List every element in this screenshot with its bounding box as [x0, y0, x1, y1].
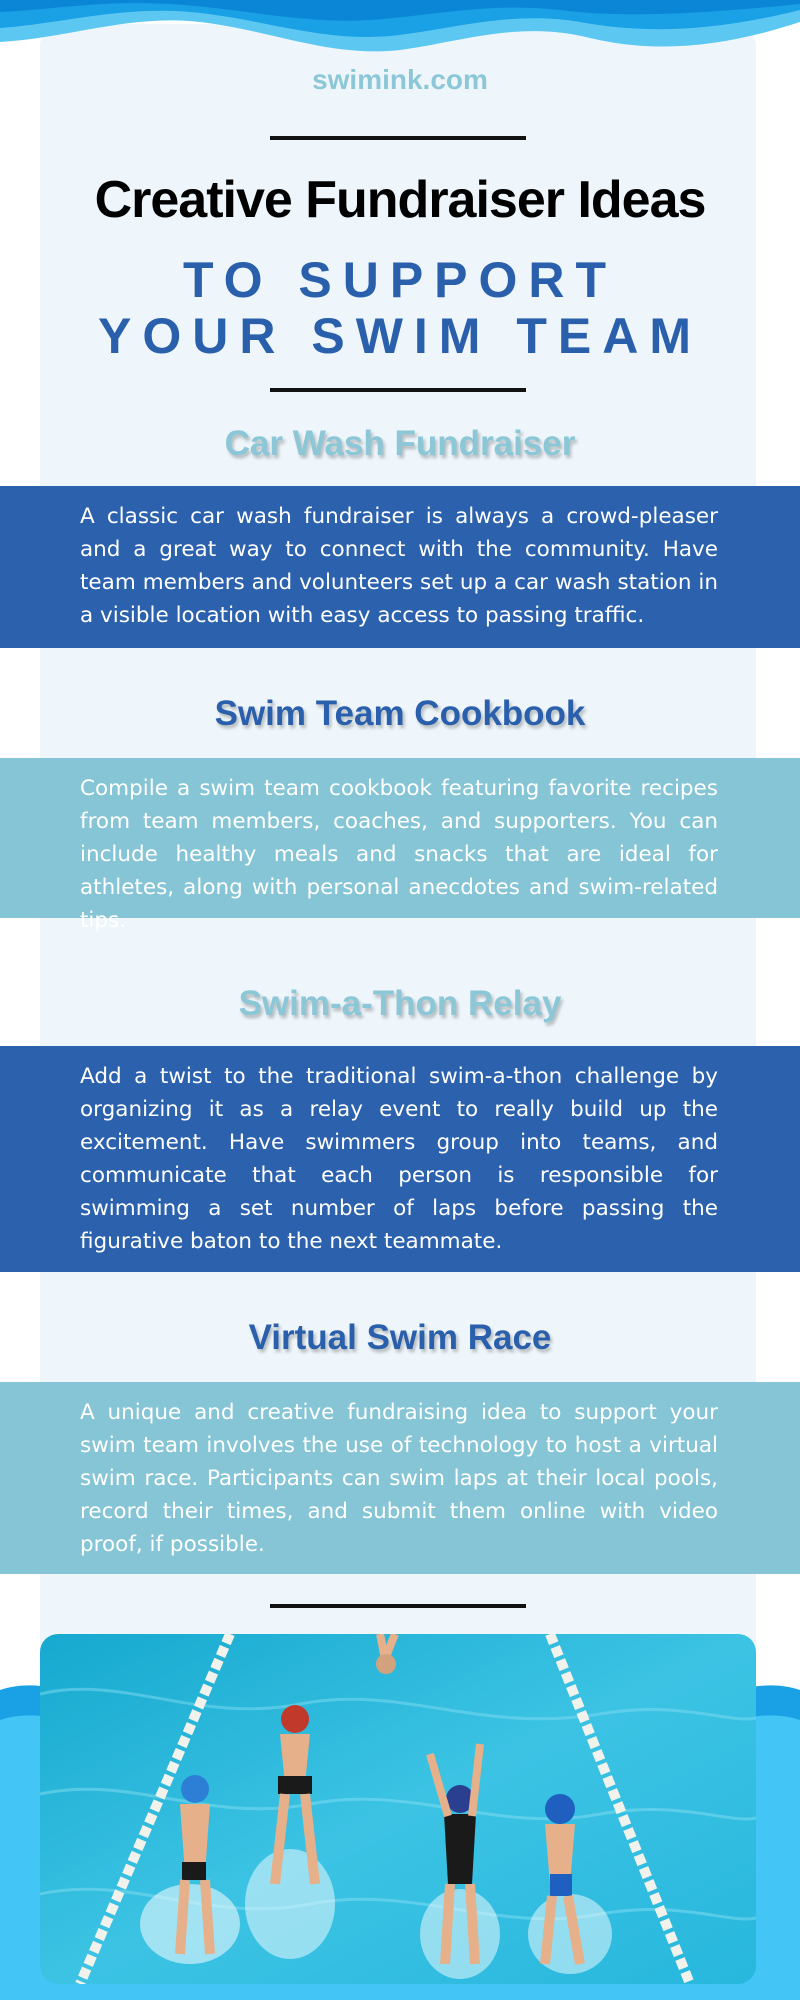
section-band-cookbook [0, 758, 800, 933]
swimmers-in-pool-illustration [40, 1634, 756, 1984]
section-title-virtual-race: Virtual Swim Race [248, 1318, 552, 1357]
divider-top [270, 136, 526, 140]
section-body-cookbook: Compile a swim team cookbook featuring favorite recipes from team members, coaches, and supporters. You can include healthy meals and snacks that are ideal for athletes, along with personal anecdotes and swim-related tips. [80, 776, 718, 933]
section-body-virtual-race: A unique and creative fundraising idea to support your swim team involves the use of technology to host a virtual swim race. Participants can swim laps at their local pools, record their times, and submit them online with video proof, if possible. [80, 1400, 718, 1557]
subtitle-line-1: TO SUPPORT [182, 252, 618, 308]
divider-bottom [270, 1604, 526, 1608]
section-band-car-wash [0, 486, 800, 648]
pool-scene [40, 1634, 756, 1984]
section-band-virtual-race [0, 1382, 800, 1574]
page-subtitle [0, 252, 800, 364]
section-title-relay: Swim-a-Thon Relay [238, 984, 562, 1023]
section-title-cookbook: Swim Team Cookbook [214, 694, 586, 733]
section-body-car-wash: A classic car wash fundraiser is always a crowd-pleaser and a great way to connect with the community. Have team members and volunteers set up a car wash station in a visible location with easy access to passing traffic. [80, 504, 718, 628]
section-body-relay: Add a twist to the traditional swim-a-thon challenge by organizing it as a relay event to really build up the excitement. Have swimmers group into teams, and communicate that each person is responsible for swimming a set number of laps before passing the figurative baton to the next teammate. [80, 1064, 718, 1254]
section-band-relay [0, 1046, 800, 1272]
page-title: Creative Fundraiser Ideas [94, 171, 706, 229]
site-domain[interactable]: swimink.com [312, 64, 488, 95]
divider-header-bottom [270, 388, 526, 392]
section-title-car-wash: Car Wash Fundraiser [224, 424, 576, 463]
subtitle-line-2: YOUR SWIM TEAM [98, 308, 702, 364]
